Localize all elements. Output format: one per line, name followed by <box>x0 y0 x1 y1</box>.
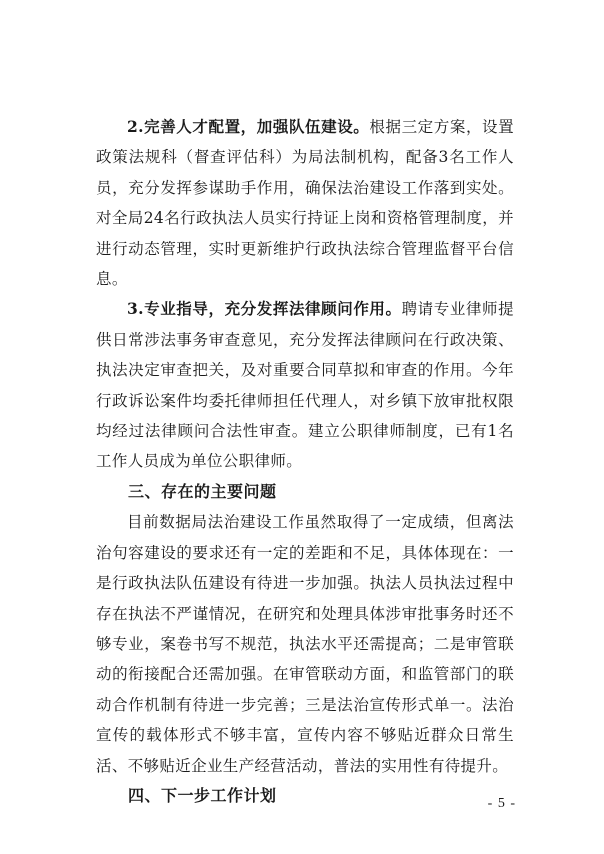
paragraph-lead-talent-allocation: 2.完善人才配置，加强队伍建设。 <box>127 117 370 136</box>
section-heading-next-plan: 四、下一步工作计划 <box>128 785 277 805</box>
page-number: - 5 - <box>487 796 516 811</box>
paragraph-text-legal-advisor: 聘请专业律师提供日常涉法事务审查意见，充分发挥法律顾问在行政决策、执法决定审查把关，及对重要合同草拟和审查的作用。今年行政诉讼案件均委托律师担任代理人，对乡镇下放审批权限均经过法律顾问合法性审查。建立公职律师制度，已有1名工作人员成为单位公职律师。 <box>96 300 514 471</box>
paragraph-legal-advisor <box>96 294 514 476</box>
paragraph-main-problems: 目前数据局法治建设工作虽然取得了一定成绩，但离法治句容建设的要求还有一定的差距和不足，具体体现在：一是行政执法队伍建设有待进一步加强。执法人员执法过程中存在执法不严谨情况，在研究和处理具体涉审批事务时还不够专业，案卷书写不规范，执法水平还需提高；二是审管联动的衔接配合还需加强。在审管联动方面，和监管部门的联动合作机制有待进一步完善；三是法治宣传形式单一。法治宣传的载体形式不够丰富，宣传内容不够贴近群众日常生活、不够贴近企业生产经营活动，普法的实用性有待提升。 <box>96 513 514 775</box>
section-heading-main-problems: 三、存在的主要问题 <box>128 481 277 501</box>
document-body <box>96 112 514 811</box>
paragraph-text-talent-allocation: 根据三定方案，设置政策法规科（督查评估科）为局法制机构，配备3名工作人员，充分发挥参谋助手作用，确保法治建设工作落到实处。对全局24名行政执法人员实行持证上岗和资格管理制度，并进行动态管理，实时更新维护行政执法综合管理监督平台信息。 <box>96 118 514 289</box>
paragraph-lead-legal-advisor: 3.专业指导，充分发挥法律顾问作用。 <box>127 299 402 319</box>
paragraph-talent-allocation <box>96 112 514 294</box>
